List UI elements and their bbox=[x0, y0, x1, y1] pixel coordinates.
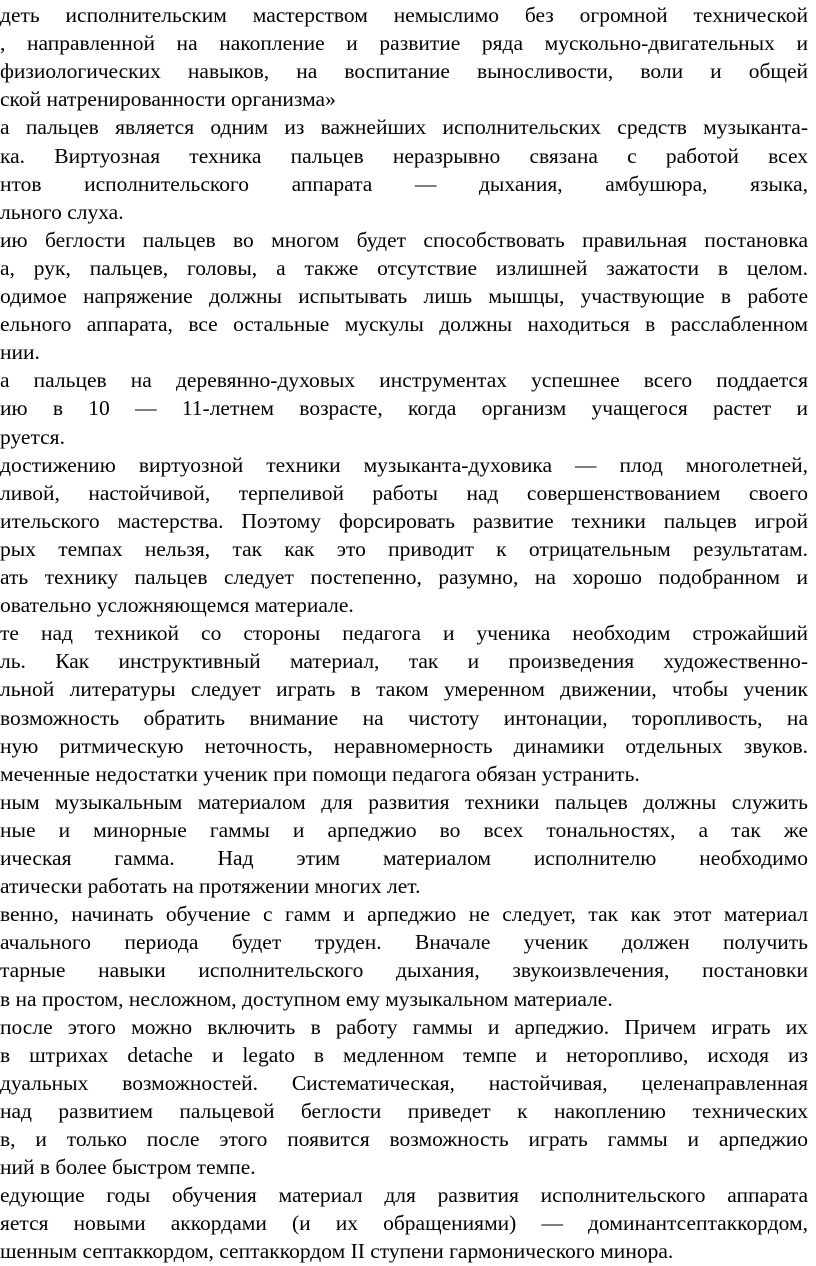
text-line: дуальных возможностей. Систематическая, настойчивая, целенаправленная bbox=[0, 1070, 808, 1095]
text-line: в на простом, несложном, доступном ему музыкальном материале. bbox=[0, 986, 613, 1011]
text-line: яется новыми аккордами (и их обращениями) — доминантсептаккордом, bbox=[0, 1211, 808, 1236]
text-line: ные и минорные гаммы и арпеджио во всех тональностях, а так же bbox=[0, 817, 808, 842]
text-line: ка. Виртуозная техника пальцев неразрывно связана с работой всех bbox=[0, 143, 808, 168]
text-line: ию в 10 — 11-летнем возрасте, когда организм учащегося растет и bbox=[0, 396, 808, 421]
text-line: ическая гамма. Над этим материалом исполнителю необходимо bbox=[0, 846, 808, 870]
text-line: ать технику пальцев следует постепенно, разумно, на хорошо подобранном и bbox=[0, 565, 808, 589]
text-line: едующие годы обучения материал для развития исполнительского аппарата bbox=[0, 1183, 808, 1208]
text-line: ний в более быстром темпе. bbox=[0, 1155, 256, 1180]
text-line: после этого можно включить в работу гаммы и арпеджио. Причем играть их bbox=[0, 1014, 808, 1039]
text-line: а пальцев на деревянно-духовых инструментах успешнее всего поддается bbox=[0, 368, 808, 393]
text-line: ную ритмическую неточность, неравномерность динамики отдельных звуков. bbox=[0, 733, 808, 758]
text-line: , направленной на накопление и развитие ряда мускольно-двигательных и bbox=[0, 31, 808, 56]
text-line: ным музыкальным материалом для развития техники пальцев должны служить bbox=[0, 789, 808, 814]
text-line: ельного аппарата, все остальные мускулы должны находиться в расслабленном bbox=[0, 312, 808, 337]
text-line: венно, начинать обучение с гамм и арпеджио не следует, так как этот материал bbox=[0, 902, 808, 927]
text-line: те над техникой со стороны педагога и ученика необходим строжайший bbox=[0, 621, 808, 646]
text-line: а, рук, пальцев, головы, а также отсутствие излишней зажатости в целом. bbox=[0, 255, 808, 280]
text-line: в, и только после этого появится возможность играть гаммы и арпеджио bbox=[0, 1127, 808, 1151]
text-line: ской натренированности организма» bbox=[0, 87, 336, 112]
text-line: руется. bbox=[0, 424, 65, 449]
text-line: деть исполнительским мастерством немыслимо без огромной технической bbox=[0, 3, 808, 27]
text-line: тарные навыки исполнительского дыхания, звукоизвлечения, постановки bbox=[0, 958, 808, 983]
text-line: рых темпах нельзя, так как это приводит к отрицательным результатам. bbox=[0, 536, 808, 561]
text-line: достижению виртуозной техники музыканта-духовика — плод многолетней, bbox=[0, 452, 808, 477]
text-line: над развитием пальцевой беглости приведет к накоплению технических bbox=[0, 1098, 808, 1123]
text-line: ачального периода будет труден. Вначале ученик должен получить bbox=[0, 930, 808, 955]
text-line: меченные недостатки ученик при помощи педагога обязан устранить. bbox=[0, 761, 640, 786]
text-line: льной литературы следует играть в таком умеренном движении, чтобы ученик bbox=[0, 677, 808, 702]
text-line: а пальцев является одним из важнейших исполнительских средств музыканта- bbox=[0, 115, 808, 140]
text-line: ливой, настойчивой, терпеливой работы над совершенствованием своего bbox=[0, 480, 808, 505]
text-line: овательно усложняющемся материале. bbox=[0, 593, 354, 618]
text-line: льного слуха. bbox=[0, 199, 124, 224]
text-line: нтов исполнительского аппарата — дыхания, амбушюра, языка, bbox=[0, 171, 808, 196]
text-line: в штрихах detache и legato в медленном темпе и неторопливо, исходя из bbox=[0, 1042, 808, 1067]
text-line: физиологических навыков, на воспитание выносливости, воли и общей bbox=[0, 59, 808, 84]
text-line: ительского мастерства. Поэтому форсировать развитие техники пальцев игрой bbox=[0, 508, 808, 533]
text-line: ию беглости пальцев во многом будет способствовать правильная постановка bbox=[0, 227, 808, 252]
text-line: нии. bbox=[0, 340, 40, 365]
text-line: ль. Как инструктивный материал, так и произведения художественно- bbox=[0, 649, 808, 674]
text-line: атически работать на протяжении многих лет. bbox=[0, 874, 421, 899]
text-line: одимое напряжение должны испытывать лишь мышцы, участвующие в работе bbox=[0, 284, 808, 308]
text-line: шенным септаккордом, септаккордом II ступени гармонического минора. bbox=[0, 1239, 674, 1264]
text-line: возможность обратить внимание на чистоту интонации, торопливость, на bbox=[0, 705, 808, 730]
